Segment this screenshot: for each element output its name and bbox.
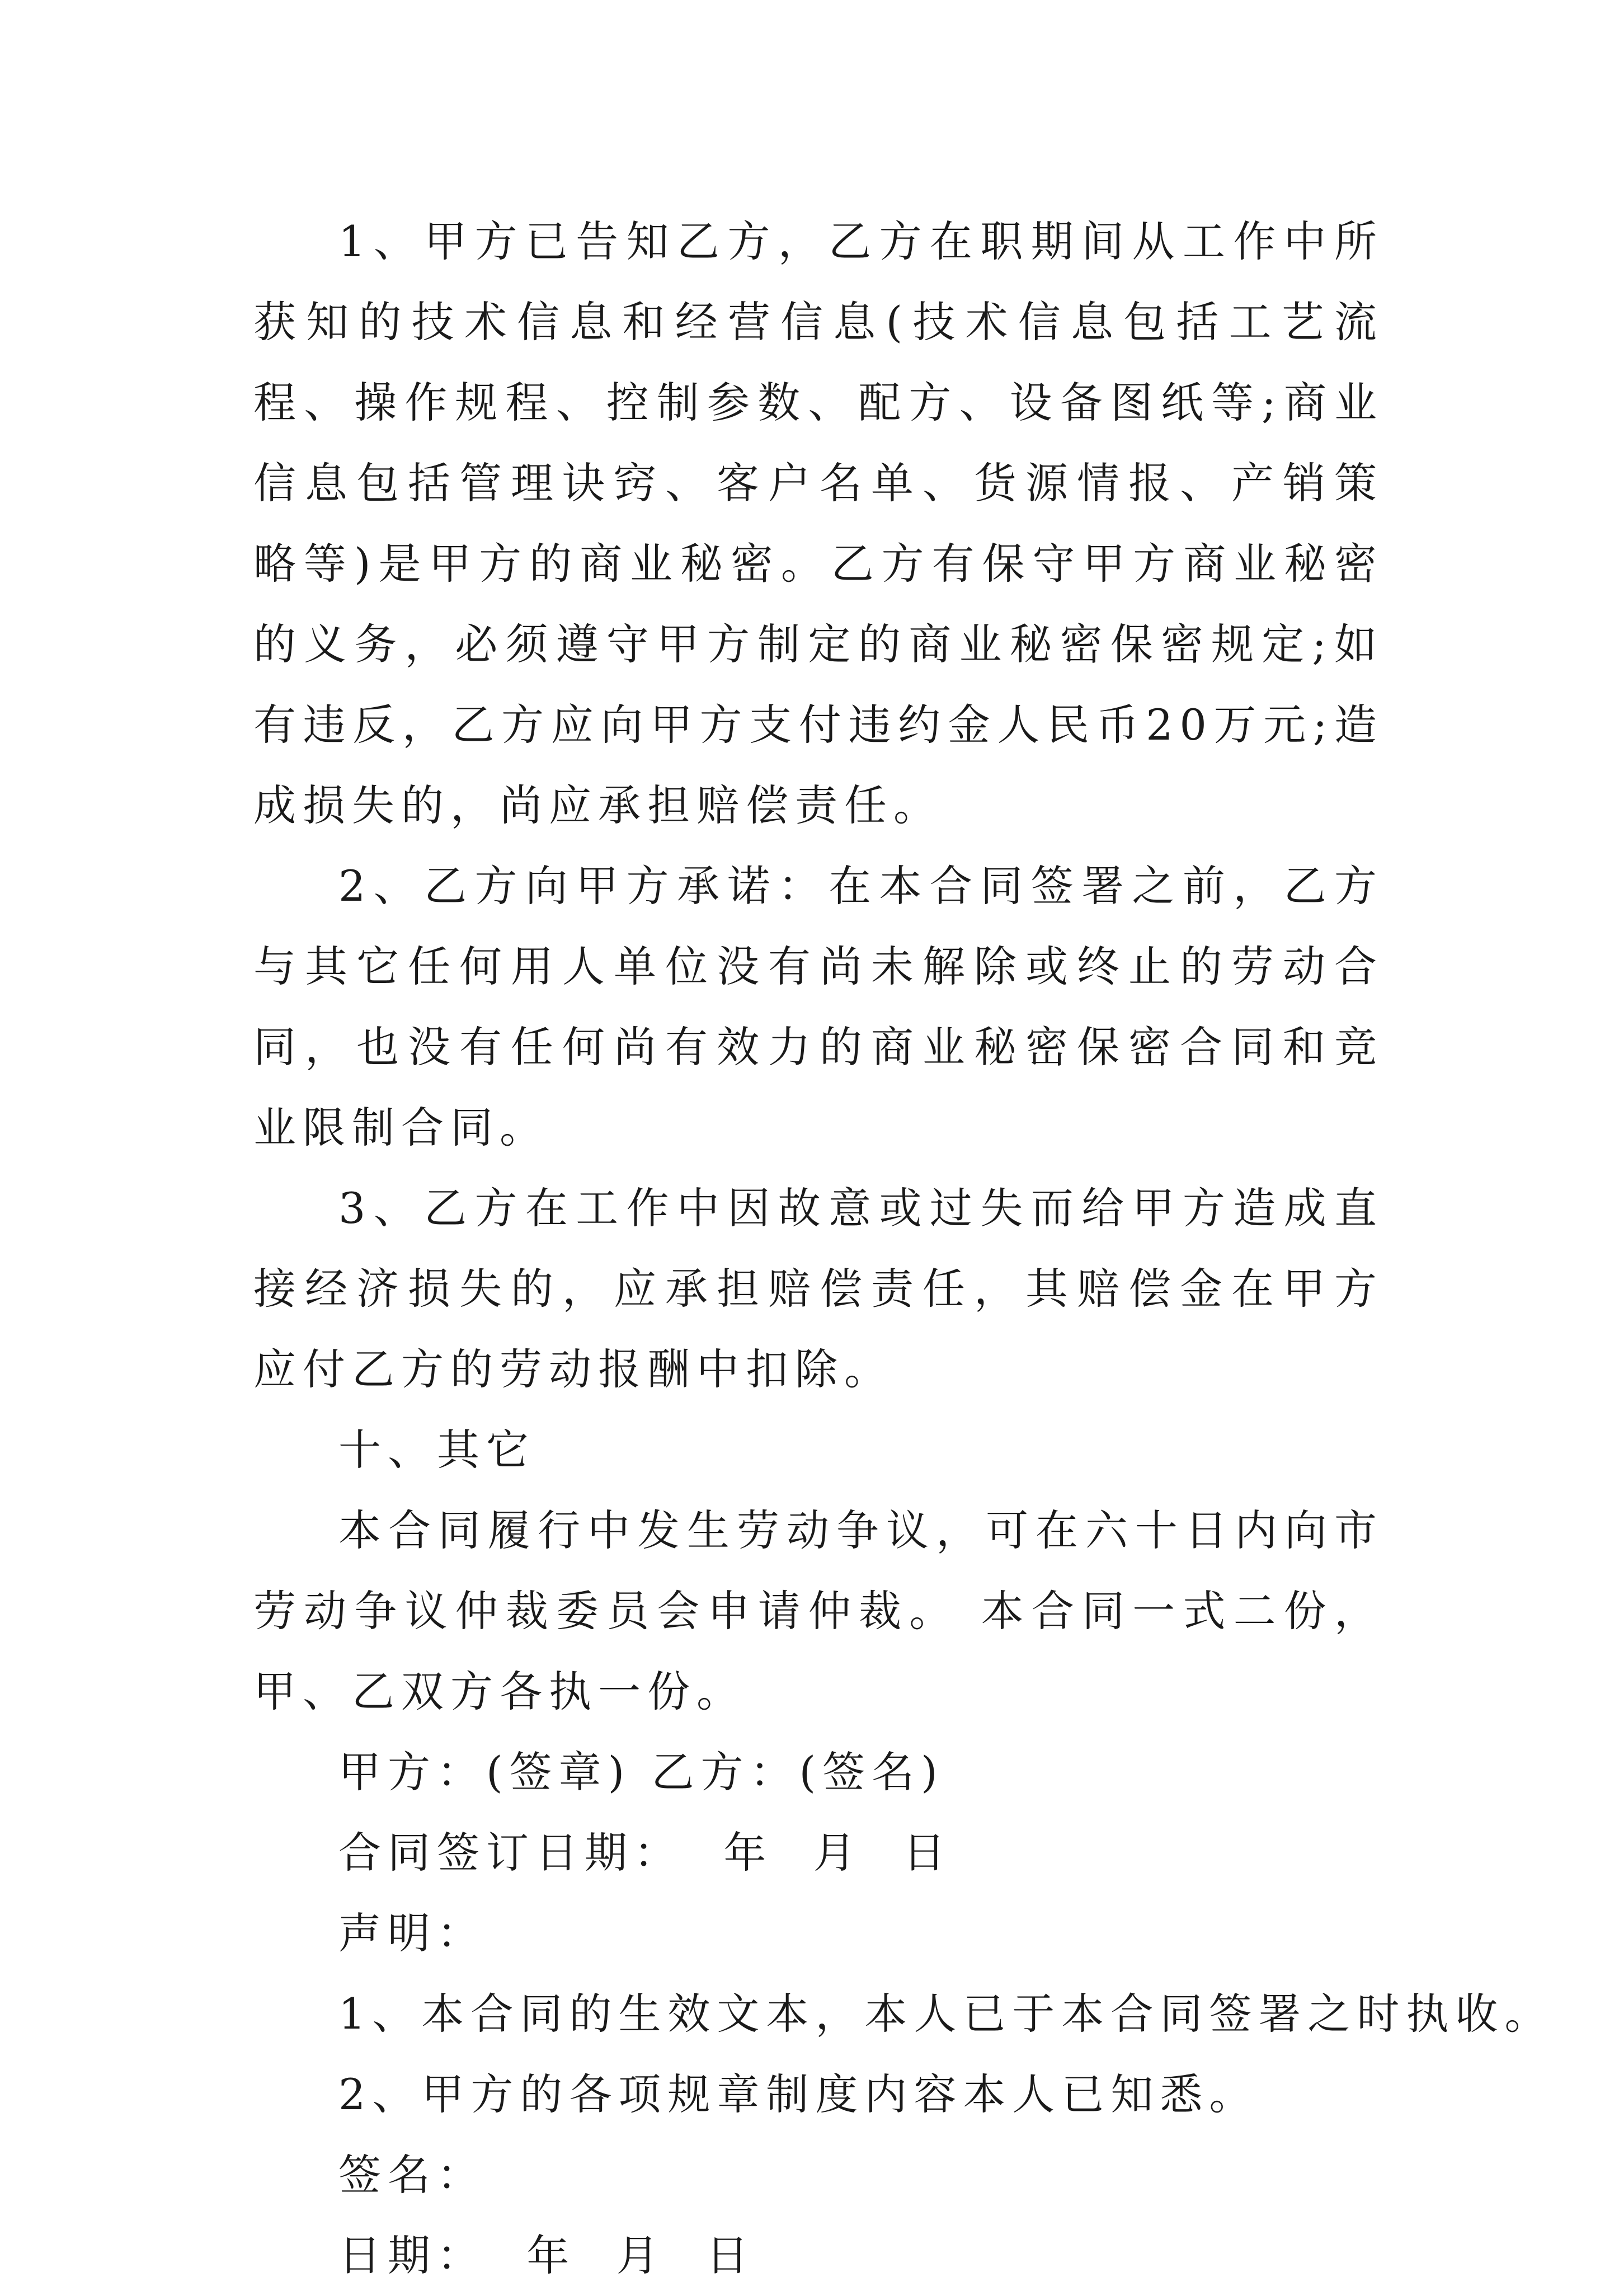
contract-date-line: 合同签订日期： 年 月 日: [338, 1828, 952, 1878]
document-body: [253, 201, 1554, 2296]
section-heading: 十、其它: [338, 1425, 535, 1475]
date-line: 日期： 年 月 日: [338, 2231, 755, 2280]
sign-label: 签名：: [338, 2150, 486, 2200]
declaration-item-1: 1、本合同的生效文本，本人已于本合同签署之时执收。: [338, 1989, 1554, 2039]
signature-line: 甲方：(签章) 乙方：(签名): [338, 1747, 944, 1797]
clause-2: 2、乙方向甲方承诺：在本合同签署之前，乙方与其它任何用人单位没有尚未解除或终止的劳动合同，也没有任何尚有效力的商业秘密保密合同和竞业限制合同。: [253, 861, 1383, 1152]
dispute-clause: 本合同履行中发生劳动争议，可在六十日内向市劳动争议仲裁委员会申请仲裁。 本合同一式二份，甲、乙双方各执一份。: [253, 1505, 1383, 1716]
clause-1: 1、甲方已告知乙方，乙方在职期间从工作中所获知的技术信息和经营信息(技术信息包括工艺流程、操作规程、控制参数、配方、设备图纸等;商业信息包括管理诀窍、客户名单、货源情报、产销策略等)是甲方的商业秘密。乙方有保守甲方商业秘密的义务，必须遵守甲方制定的商业秘密保密规定;如有违反，乙方应向甲方支付违约金人民币20万元;造成损失的，尚应承担赔偿责任。: [253, 217, 1383, 830]
clause-3: 3、乙方在工作中因故意或过失而给甲方造成直接经济损失的，应承担赔偿责任，其赔偿金在甲方应付乙方的劳动报酬中扣除。: [253, 1183, 1383, 1394]
declaration-label: 声明：: [338, 1908, 486, 1958]
declaration-item-2: 2、甲方的各项规章制度内容本人已知悉。: [338, 2069, 1259, 2119]
